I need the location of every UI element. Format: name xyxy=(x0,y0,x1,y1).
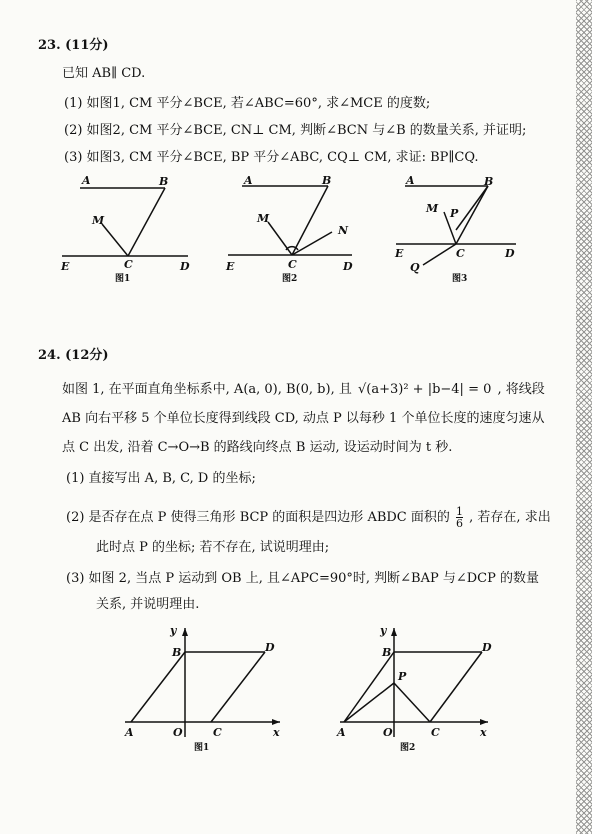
q24-part3-line1: (3) 如图 2, 当点 P 运动到 OB 上, 且∠APC=90°时, 判断∠BAP 与∠DCP 的数量 xyxy=(66,571,539,586)
q24-intro-line3: 点 C 出发, 沿着 C→O→B 的路线向终点 B 运动, 设运动时间为 t 秒. xyxy=(62,440,453,455)
label-M: M xyxy=(92,214,105,227)
label-O: O xyxy=(383,726,393,739)
label-C: C xyxy=(124,258,133,271)
q24-intro-a: 如图 1, 在平面直角坐标系中, A(a, 0), B(0, b), 且 xyxy=(62,382,352,397)
label-D: D xyxy=(343,260,353,273)
q24-fig1-caption: 图1 xyxy=(194,743,210,753)
q24-figure-1 xyxy=(125,628,280,737)
q23-part3: (3) 如图3, CM 平分∠BCE, BP 平分∠ABC, CQ⊥ CM, 求证: BP∥CQ. xyxy=(64,150,479,165)
label-C: C xyxy=(431,726,440,739)
q24-intro-line2: AB 向右平移 5 个单位长度得到线段 CD, 动点 P 以每秒 1 个单位长度的速度匀速从 xyxy=(62,411,545,426)
q24-part2-line2: 此时点 P 的坐标; 若不存在, 试说明理由; xyxy=(96,540,330,555)
y-axis-arrow-icon xyxy=(182,628,188,636)
q23-fig1-caption: 图1 xyxy=(115,274,131,284)
label-x: x xyxy=(273,726,280,739)
label-C: C xyxy=(213,726,222,739)
label-E: E xyxy=(226,260,235,273)
q23-header: 23. (11分) xyxy=(38,38,109,53)
label-y: y xyxy=(380,624,387,637)
label-A: A xyxy=(406,174,415,187)
label-M: M xyxy=(426,202,439,215)
label-M: M xyxy=(257,212,270,225)
label-D: D xyxy=(180,260,190,273)
q23-figure-2 xyxy=(228,186,352,255)
label-C: C xyxy=(288,258,297,271)
q24-part2-b: , 若存在, 求出 xyxy=(469,510,551,525)
x-axis-arrow-icon xyxy=(272,719,280,725)
label-B: B xyxy=(322,174,332,187)
q23-part1: (1) 如图1, CM 平分∠BCE, 若∠ABC=60°, 求∠MCE 的度数; xyxy=(64,96,431,111)
label-D: D xyxy=(265,641,275,654)
label-B: B xyxy=(382,646,392,659)
label-O: O xyxy=(173,726,183,739)
y-axis-arrow-icon xyxy=(391,628,397,636)
q23-part2: (2) 如图2, CM 平分∠BCE, CN⊥ CM, 判断∠BCN 与∠B 的数量关系, 并证明; xyxy=(64,123,527,138)
label-A: A xyxy=(244,174,253,187)
q23-fig3-caption: 图3 xyxy=(452,274,468,284)
x-axis-arrow-icon xyxy=(480,719,488,725)
label-B: B xyxy=(159,175,169,188)
label-D: D xyxy=(482,641,492,654)
q24-fig2-caption: 图2 xyxy=(400,743,416,753)
q23-figure-1 xyxy=(62,188,188,256)
q24-part1: (1) 直接写出 A, B, C, D 的坐标; xyxy=(66,471,256,486)
label-B: B xyxy=(484,175,494,188)
label-A: A xyxy=(125,726,134,739)
label-D: D xyxy=(505,247,515,260)
q23-given: 已知 AB∥ CD. xyxy=(62,66,146,81)
label-Q: Q xyxy=(410,261,420,274)
label-C: C xyxy=(456,247,465,260)
label-A: A xyxy=(82,174,91,187)
q23-fig2-caption: 图2 xyxy=(282,274,298,284)
label-E: E xyxy=(61,260,70,273)
label-P: P xyxy=(450,207,459,220)
label-N: N xyxy=(338,224,349,237)
q24-figure-2 xyxy=(340,628,488,737)
q24-intro-b: , 将线段 xyxy=(497,382,545,397)
label-y: y xyxy=(170,624,177,637)
label-x: x xyxy=(480,726,487,739)
q24-part2-a: (2) 是否存在点 P 使得三角形 BCP 的面积是四边形 ABDC 面积的 xyxy=(66,510,450,525)
fraction-denominator: 6 xyxy=(456,517,464,530)
label-A: A xyxy=(337,726,346,739)
label-E: E xyxy=(395,247,404,260)
q24-formula: √(a+3)² + |b−4| = 0 xyxy=(357,382,492,397)
q24-part3-line2: 关系, 并说明理由. xyxy=(96,597,200,612)
label-P: P xyxy=(398,670,407,683)
label-B: B xyxy=(172,646,182,659)
q24-header: 24. (12分) xyxy=(38,348,109,363)
fraction-numerator: 1 xyxy=(456,505,464,518)
